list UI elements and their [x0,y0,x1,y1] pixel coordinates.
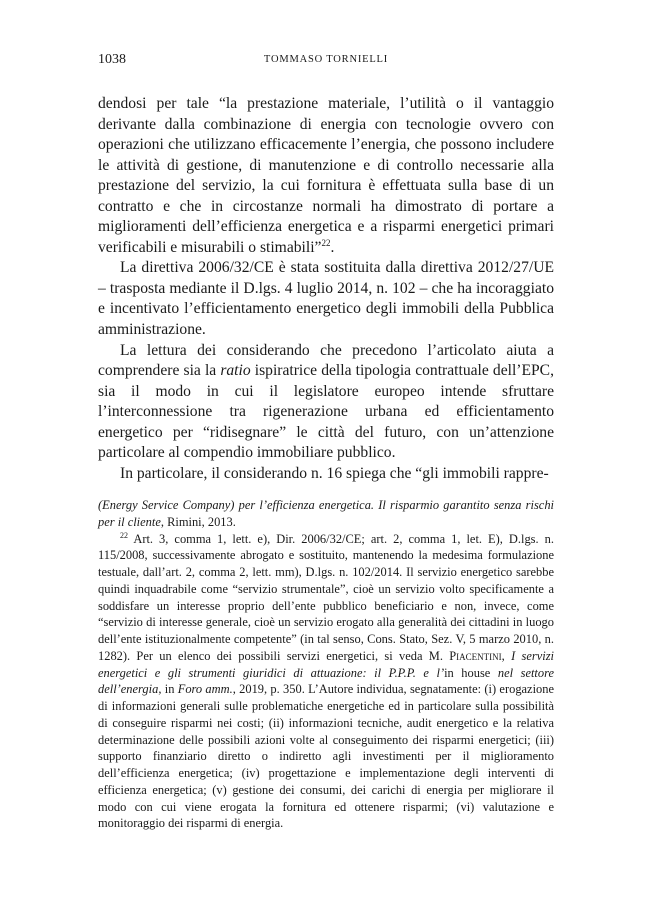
paragraph-1-text: dendosi per tale “la prestazione materiale, l’utilità o il vantaggio derivante dalla combinazione di energia con tecnologie ovvero con operazioni che utilizzano efficacemente l’energia, che possono includere le attività di gestione, di manutenzione e di controllo necessarie alla prestazione del servizio, la cui fornitura è effettuata sulla base di un contratto e che in circostanze normali ha dimostrato di portare a miglioramenti dell’efficienza energetica e a risparmi energetici primari verificabili e misurabili o stimabili” [98,95,554,256]
footnote-22-title-a: I servizi energetici e gli strumenti giuridici di attuazione: il P.P.P. e l’ [98,648,554,680]
paragraph-3-text-a: La lettura dei considerando che precedono l’articolato aiuta a comprendere sia la [98,341,554,380]
footnote-22-in-house: in house [444,665,491,680]
main-text [98,94,554,484]
footnote-22-title-b: nel settore dell’energia [98,665,554,697]
footnote-22 [98,531,554,833]
footnote-22-sep: , [501,648,512,663]
footnote-22-number: 22 [120,530,128,540]
running-head-author: TOMMASO TORNIELLI [263,54,389,65]
paragraph-3-italic-ratio: ratio [220,362,251,380]
page-number: 1038 [98,52,126,67]
paragraph-2: La direttiva 2006/32/CE è stata sostituita dalla direttiva 2012/27/UE – trasposta mediante il D.lgs. 4 luglio 2014, n. 102 – che ha incoraggiato e incentivato l’efficientamento energetico degli immobili della Pubblica amministrazione. [98,259,554,339]
paragraph-3-text-b: ispiratrice della tipologia contrattuale dell’EPC, sia il modo in cui il legislatore europeo intende sfruttare l’interconnessione tra rigenerazione urbana ed efficientamento energetico per “ridisegnare” le città del futuro, con un’attenzione particolare al compendio immobiliare pubblico. [98,362,554,462]
footnote-continuation [98,497,554,531]
paragraph-1: dendosi per tale “la prestazione materiale, l’utilità o il vantaggio derivante dalla combinazione di energia con tecnologie ovvero con operazioni che utilizzano efficacemente l’energia, che possono includere le attività di gestione, di manutenzione e di controllo necessarie alla prestazione del servizio, la cui fornitura è effettuata sulla base di un contratto e che in circostanze normali ha dimostrato di portare a miglioramenti dell’efficienza energetica e a risparmi energetici primari verificabili e misurabili o stimabili”$^{22}$. [98,95,554,256]
footnote-22-author: Piacentini [449,648,502,663]
footnote-22-journal: Foro amm. [177,682,233,697]
paragraph-3 [98,341,554,464]
footnote-22-text-a: Art. 3, comma 1, lett. e), Dir. 2006/32/CE; art. 2, comma 1, let. E), D.lgs. n. 115/2008, successivamente abrogato e sostituito, mantenendo la medesima formulazione testuale, dall’art. 2, comma 2, lett. mm), D.lgs. n. 102/2014. Il servizio energetico sarebbe quindi inquadrabile come “servizio strumentale”, cioè un servizio volto specificamente a soddisfare un interesse proprio dell’ente pubblico beneficiario e non, invece, come “servizio di interesse generale, cioè un servizio erogato alla generalità dei cittadini in luogo dell’ente istituzionalmente competente” (in tal senso, Cons. Stato, Sez. V, 5 marzo 2010, n. 1282). Per un elenco dei possibili servizi energetici, si veda M. [98,531,554,663]
footnote-continuation-italic: (Energy Service Company) per l’efficienza energetica. Il risparmio garantito senza rischi per il cliente [98,498,554,529]
page-header [98,52,554,70]
footnote-22-in: , in [158,682,178,697]
footnotes [98,497,554,832]
paragraph-4: In particolare, il considerando n. 16 spiega che “gli immobili rappre- [120,464,549,482]
footnote-continuation-text: , Rimini, 2013. [160,514,236,529]
footnote-22-text-b: , 2019, p. 350. L’Autore individua, segnatamente: (i) erogazione di informazioni generali sulle problematiche energetiche ed in particolare sulla possibilità di conseguire risparmi nei costi; (ii) informazioni tecniche, audit energetico e la relativa determinazione delle possibili azioni volte al conseguimento dei risparmi energetici; (iii) supporto finanziario diretto o indiretto agli investimenti per il miglioramento dell’efficienza energetica; (iv) progettazione e implementazione degli interventi di efficienza energetica; (v) gestione dei consumi, dei carichi di energia per migliorare il modo con cui viene erogata la fornitura ed ottenere risparmi; (vi) valutazione e monitoraggio dei risparmi di energia. [98,682,554,831]
footnote-ref-22[interactable]: 22 [321,237,331,248]
